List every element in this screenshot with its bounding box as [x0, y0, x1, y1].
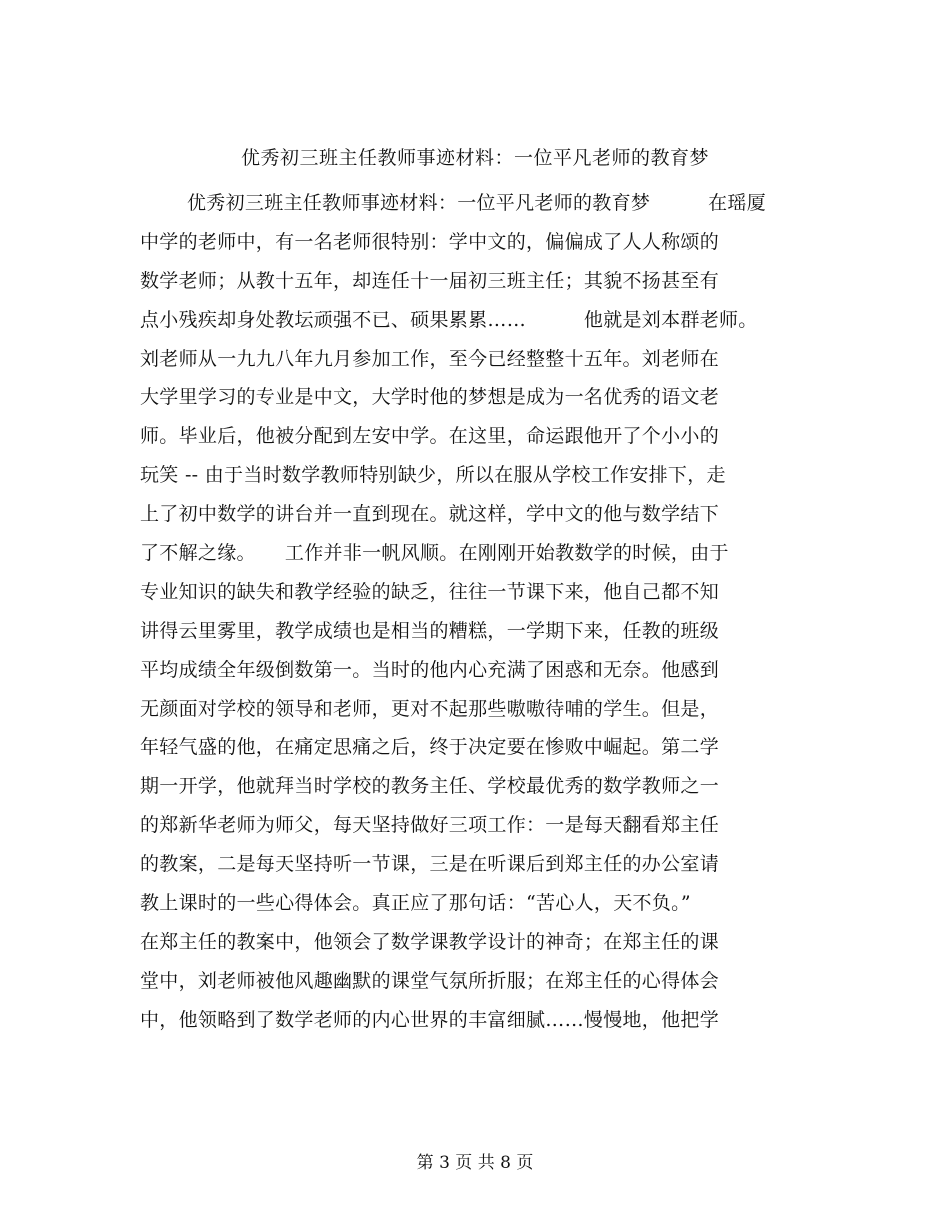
text-line: 的郑新华老师为师父，每天坚持做好三项工作：一是每天翻看郑主任	[140, 814, 720, 837]
text-line: 了不解之缘。 工作并非一帆风顺。在刚刚开始教数学的时候，由于	[140, 542, 729, 565]
text-line: 在郑主任的教案中，他领会了数学课教学设计的神奇；在郑主任的课	[140, 930, 720, 953]
text-line: 大学里学习的专业是中文，大学时他的梦想是成为一名优秀的语文老	[140, 386, 720, 409]
text-line: 优秀初三班主任教师事迹材料：一位平凡老师的教育梦 在瑶厦	[187, 192, 767, 214]
page-title: 优秀初三班主任教师事迹材料：一位平凡老师的教育梦	[240, 147, 709, 169]
text-line: 中学的老师中，有一名老师很特别：学中文的，偏偏成了人人称颂的	[140, 230, 720, 253]
text-line: 中，他领略到了数学老师的内心世界的丰富细腻……慢慢地，他把学	[140, 1008, 720, 1031]
text-line: 师。毕业后，他被分配到左安中学。在这里，命运跟他开了个小小的	[140, 425, 720, 448]
text-line: 年轻气盛的他，在痛定思痛之后，终于决定要在惨败中崛起。第二学	[140, 736, 720, 759]
text-line: 的教案，二是每天坚持听一节课，三是在听课后到郑主任的办公室请	[140, 853, 720, 876]
page-number-footer: 第 3 页 共 8 页	[416, 1153, 534, 1173]
text-line: 堂中，刘老师被他风趣幽默的课堂气氛所折服；在郑主任的心得体会	[140, 969, 720, 992]
body-text	[140, 188, 820, 1044]
text-line: 讲得云里雾里，教学成绩也是相当的糟糕，一学期下来，任教的班级	[140, 619, 720, 642]
text-line: 数学老师；从教十五年，却连任十一届初三班主任；其貌不扬甚至有	[140, 269, 720, 292]
text-line: 上了初中数学的讲台并一直到现在。就这样，学中文的他与数学结下	[140, 503, 720, 526]
text-line: 无颜面对学校的领导和老师，更对不起那些嗷嗷待哺的学生。但是，	[140, 697, 720, 720]
text-line: 点小残疾却身处教坛顽强不已、硕果累累…… 他就是刘本群老师。	[140, 308, 758, 331]
text-line: 期一开学，他就拜当时学校的教务主任、学校最优秀的数学教师之一	[140, 775, 720, 798]
text-line: 平均成绩全年级倒数第一。当时的他内心充满了困惑和无奈。他感到	[140, 658, 720, 681]
text-line: 教上课时的一些心得体会。真正应了那句话：“苦心人，天不负。”	[140, 892, 691, 915]
text-line: 刘老师从一九九八年九月参加工作，至今已经整整十五年。刘老师在	[140, 347, 720, 370]
text-line: 专业知识的缺失和教学经验的缺乏，往往一节课下来，他自己都不知	[140, 580, 720, 603]
text-line: 玩笑 -- 由于当时数学教师特别缺少，所以在服从学校工作安排下，走	[140, 464, 726, 487]
